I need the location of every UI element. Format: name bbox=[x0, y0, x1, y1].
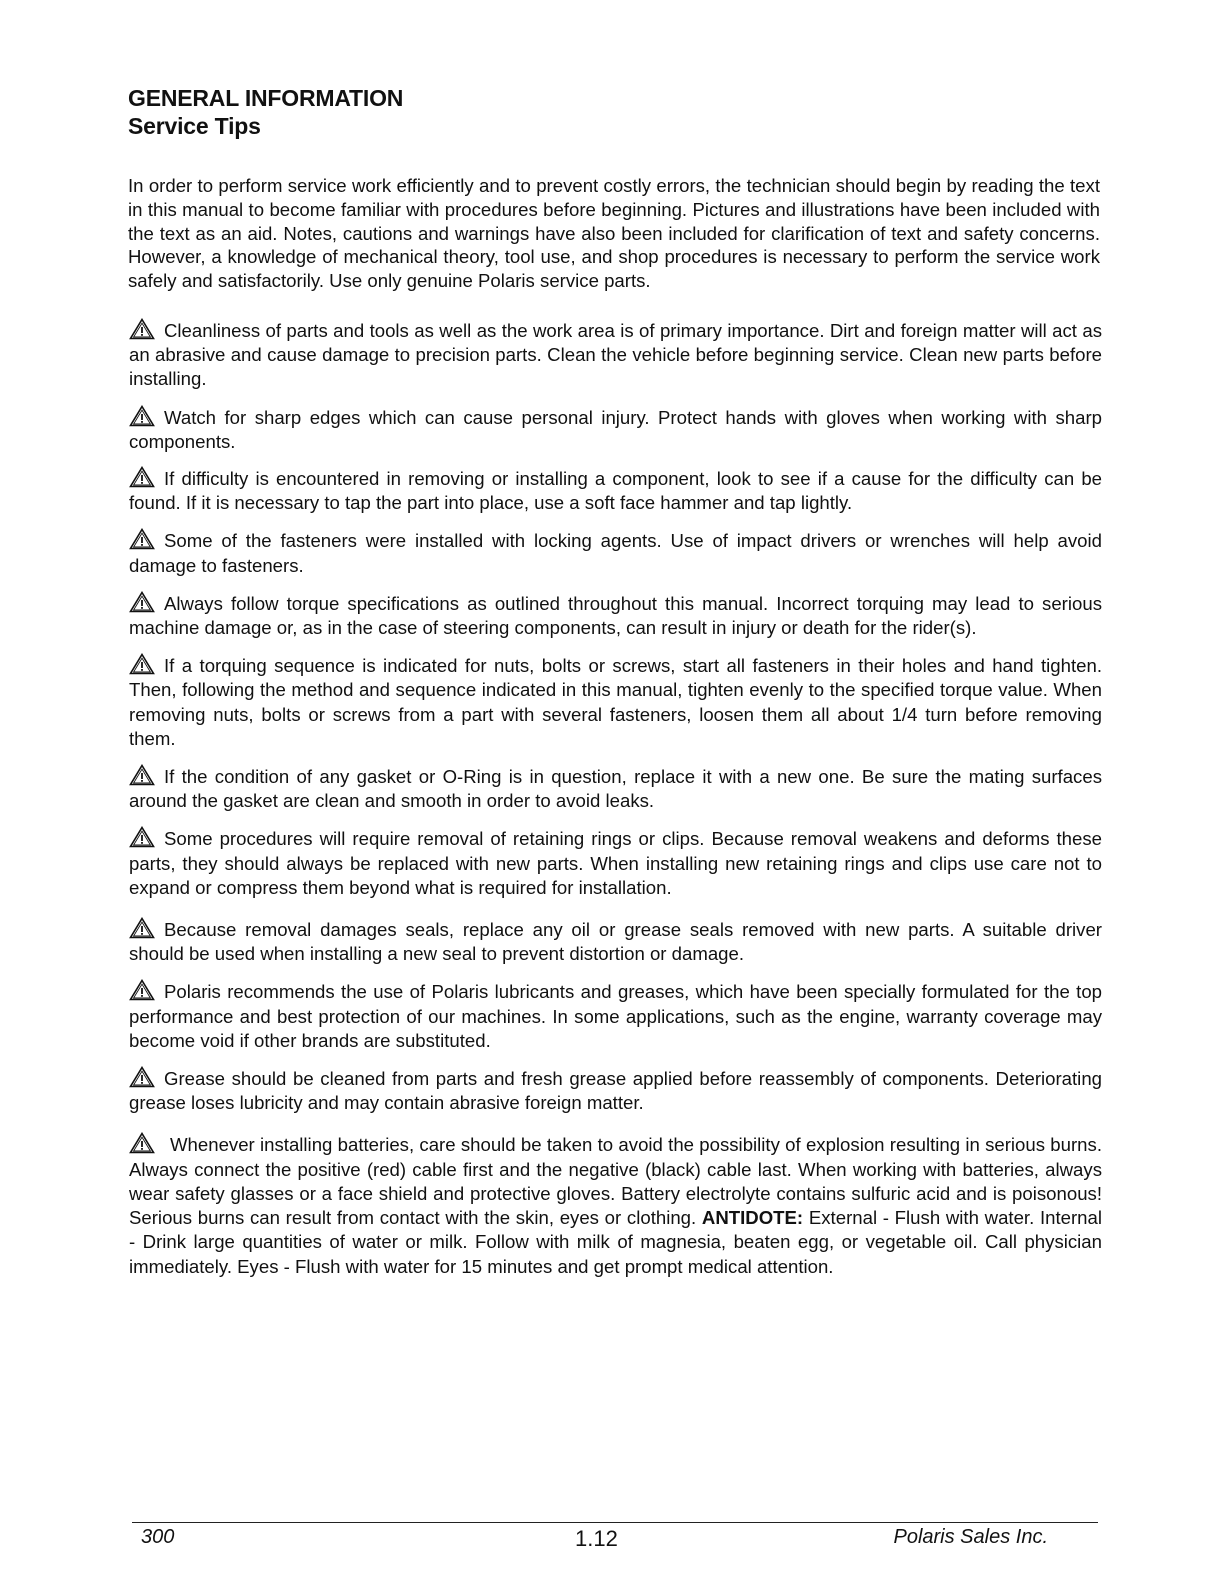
subsection-title: Service Tips bbox=[128, 113, 261, 139]
footer-page-number: 1.12 bbox=[575, 1526, 618, 1551]
section-title: GENERAL INFORMATION bbox=[128, 85, 404, 111]
warning-triangle-icon bbox=[129, 405, 156, 427]
warning-triangle-icon bbox=[129, 826, 156, 848]
warning-triangle-icon bbox=[129, 653, 156, 675]
service-tips-list bbox=[129, 318, 1102, 1292]
warning-triangle-icon bbox=[129, 917, 156, 939]
antidote-text: External - Flush with water. Internal - Drink large quantities of water or milk. Follow with milk of magnesia, beaten egg, or vegetable oil. Call physician immediately. Eyes - Flush with water for 15 minutes and get prompt medical attention. bbox=[129, 1207, 1102, 1277]
tip-text: Grease should be cleaned from parts and fresh grease applied before reassembly of components. Deteriorating grease loses lubricity and may contain abrasive foreign matter. bbox=[129, 1068, 1102, 1114]
battery-tip-text: Whenever installing batteries, care should be taken to avoid the possibility of explosion resulting in serious burns. Always connect the positive (red) cable first and the negative (black) cable last. When working with batteries, always wear safety glasses or a face shield and protective gloves. Battery electrolyte contains sulfuric acid and is poisonous! Serious burns can result from contact with the skin, eyes or clothing. bbox=[129, 1134, 1102, 1229]
tip-text: Some of the fasteners were installed with locking agents. Use of impact drivers or wrenches will help avoid damage to fasteners. bbox=[129, 530, 1102, 576]
antidote-label: ANTIDOTE: bbox=[701, 1207, 804, 1229]
footer-divider bbox=[132, 1522, 1098, 1523]
tip-text: Always follow torque specifications as outlined throughout this manual. Incorrect torquing may lead to serious machine damage or, as in the case of steering components, can result in injury or death for the rider(s). bbox=[129, 592, 1102, 639]
tip-text: If difficulty is encountered in removing or installing a component, look to see if a cause for the difficulty can be found. If it is necessary to tap the part into place, use a soft face hammer and tap lightly. bbox=[129, 468, 1102, 514]
footer-model-number: 300 bbox=[141, 1526, 175, 1548]
page-footer bbox=[132, 1526, 1098, 1552]
tip-text: If a torquing sequence is indicated for nuts, bolts or screws, start all fasteners in their holes and hand tighten. Then, following the method and sequence indicated in this manual, tighten evenly to the specified torque value. When removing nuts, bolts or screws from a part with several fasteners, loosen them all about 1/4 turn before removing them. bbox=[129, 655, 1102, 749]
service-tip bbox=[129, 591, 1102, 640]
service-tip bbox=[129, 318, 1102, 392]
warning-triangle-icon bbox=[129, 528, 156, 550]
warning-triangle-icon bbox=[129, 979, 156, 1001]
warning-triangle-icon bbox=[129, 591, 156, 613]
service-tip bbox=[129, 653, 1102, 751]
tip-text: If the condition of any gasket or O-Ring is in question, replace it with a new one. Be sure the mating surfaces around the gasket are clean and smooth in order to avoid leaks. bbox=[129, 766, 1102, 812]
warning-triangle-icon bbox=[129, 466, 156, 488]
service-tip bbox=[129, 1066, 1102, 1115]
service-tip bbox=[129, 979, 1102, 1053]
service-tip bbox=[129, 405, 1102, 454]
page-header bbox=[128, 84, 403, 140]
battery-tip bbox=[129, 1132, 1102, 1278]
service-tip bbox=[129, 917, 1102, 966]
tip-text: Some procedures will require removal of retaining rings or clips. Because removal weakens and deforms these parts, they should always be replaced with new parts. When installing new retaining rings and clips use care not to expand or compress them beyond what is required for installation. bbox=[129, 828, 1102, 898]
tip-text: Polaris recommends the use of Polaris lubricants and greases, which have been specially formulated for the top performance and best protection of our machines. In some applications, such as the engine, warranty coverage may become void if other brands are substituted. bbox=[129, 981, 1102, 1051]
footer-publisher: Polaris Sales Inc. bbox=[893, 1526, 1048, 1548]
tip-text: Watch for sharp edges which can cause personal injury. Protect hands with gloves when working with sharp components. bbox=[129, 406, 1102, 452]
intro-paragraph: In order to perform service work efficiently and to prevent costly errors, the technician should begin by reading the text in this manual to become familiar with procedures before beginning. Pictures and illustrations have been included with the text as an aid. Notes, cautions and warnings have also been included for clarification of text and safety concerns. However, a knowledge of mechanical theory, tool use, and shop procedures is necessary to perform the service work safely and satisfactorily. Use only genuine Polaris service parts. bbox=[128, 175, 1100, 292]
warning-triangle-icon bbox=[129, 1066, 156, 1088]
warning-triangle-icon bbox=[129, 764, 156, 786]
warning-triangle-icon bbox=[129, 1132, 156, 1154]
service-tip bbox=[129, 826, 1102, 900]
tip-text: Because removal damages seals, replace any oil or grease seals removed with new parts. A suitable driver should be used when installing a new seal to prevent distortion or damage. bbox=[129, 919, 1102, 965]
service-tip bbox=[129, 764, 1102, 813]
service-tip bbox=[129, 528, 1102, 577]
service-tip bbox=[129, 466, 1102, 515]
tip-text: Cleanliness of parts and tools as well as the work area is of primary importance. Dirt and foreign matter will act as an abrasive and cause damage to precision parts. Clean the vehicle before beginning service. Clean new parts before installing. bbox=[129, 320, 1102, 390]
warning-triangle-icon bbox=[129, 318, 156, 340]
